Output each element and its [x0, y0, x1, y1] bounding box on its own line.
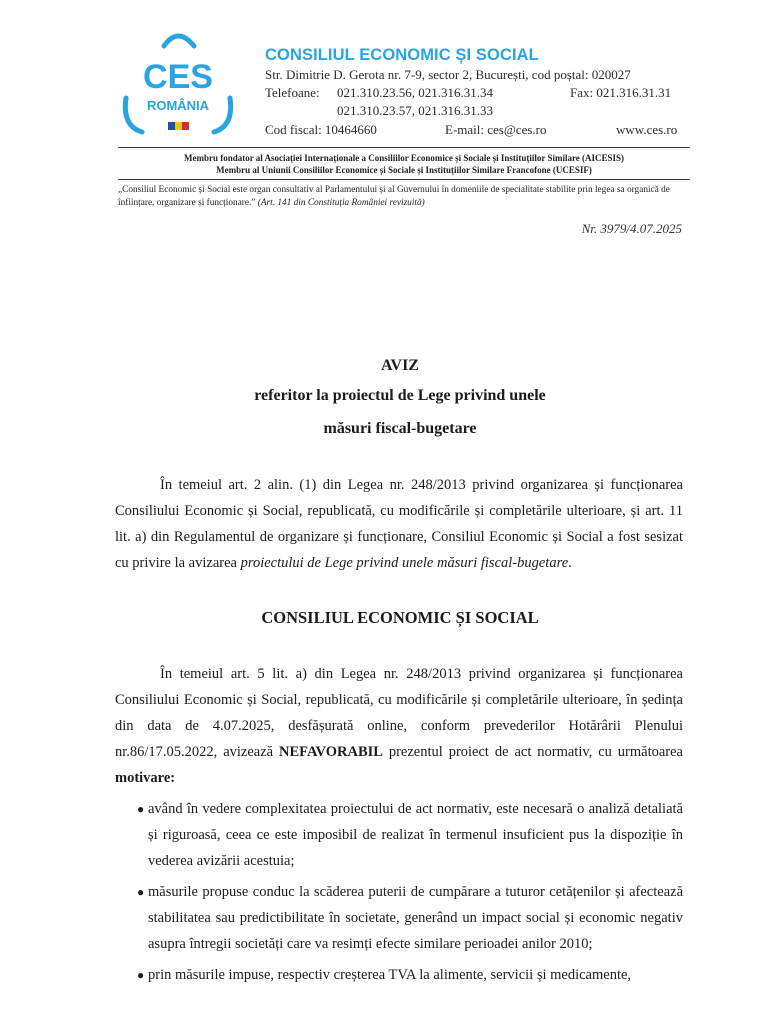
ces-romania-logo: [112, 24, 244, 142]
bullet-icon: ●: [137, 968, 145, 982]
decision-text-1: În temeiul art. 5 lit. a) din Legea nr. 248/2013 privind organizarea și funcționarea Consiliului Economic și Social, republicată, cu modificările și completările ulterioare, în ședința din data de 4.07.2025, desfășurată online, conform prevederilor Hotărârii Plenului nr.86/17.05.2022, avizează: [115, 666, 683, 760]
doc-subtitle-2: măsuri fiscal-bugetare: [323, 420, 477, 437]
list-item: [137, 879, 683, 957]
phones-line-2: 021.310.23.57, 021.316.31.33: [337, 103, 493, 118]
org-name: CONSILIUL ECONOMIC ȘI SOCIAL: [265, 46, 539, 64]
fax-number: Fax: 021.316.31.31: [570, 85, 672, 100]
list-item: [137, 962, 683, 988]
decision-paragraph: [115, 661, 683, 791]
bullet-text: prin măsurile impuse, respectiv creșterea TVA la alimente, servicii și medicamente,: [148, 967, 632, 983]
bullet-icon: ●: [137, 802, 145, 816]
membership-divider: [118, 179, 690, 180]
membership-line-2: Membru al Uniunii Consiliilor Economice și Sociale și Instituțiilor Similare Francofone (UCESIF): [216, 165, 592, 175]
intro-text: În temeiul art. 2 alin. (1) din Legea nr. 248/2013 privind organizarea și funcționarea Consiliului Economic și Social, republicată, cu modificările și completările ulterioare, și art. 11 lit. a) din Regulamentul de organizare și funcționare, Consiliul Economic și Social a fost sesizat cu privire la avizarea: [115, 477, 683, 571]
section-heading: CONSILIUL ECONOMIC ȘI SOCIAL: [261, 608, 539, 627]
decision-verdict: NEFAVORABIL: [279, 744, 383, 760]
intro-paragraph: [115, 472, 683, 576]
doc-title: AVIZ: [381, 357, 419, 374]
phones-label: Telefoane:: [265, 85, 320, 100]
quote-reference: (Art. 141 din Constituția României revizuită): [257, 198, 425, 208]
header-divider: [118, 147, 690, 148]
intro-italic: proiectului de Lege privind unele măsuri fiscal-bugetare: [240, 555, 569, 571]
constitution-quote: [118, 184, 690, 210]
bullet-text: având în vedere complexitatea proiectului de act normativ, este necesară o analiză detaliată și riguroasă, ceea ce este imposibil de realizat în termenul insuficient pus la dispoziție în vederea avizării acestuia;: [148, 801, 683, 869]
address: Str. Dimitrie D. Gerota nr. 7-9, sector 2, București, cod poștal: 020027: [265, 67, 631, 82]
reference-number: Nr. 3979/4.07.2025: [581, 221, 682, 236]
logo-text: CES: [143, 58, 213, 96]
intro-end: .: [568, 555, 572, 571]
decision-motivation-label: motivare:: [115, 770, 176, 786]
list-item: [137, 796, 683, 874]
website-link[interactable]: www.ces.ro: [616, 122, 678, 137]
quote-text: „Consiliul Economic și Social este organ consultativ al Parlamentului și al Guvernului în domeniile de specialitate stabilite prin legea sa organică de înființare, organizare și funcționare.”: [118, 185, 670, 208]
email-address[interactable]: E-mail: ces@ces.ro: [445, 122, 547, 137]
bullet-text: măsurile propuse conduc la scăderea puterii de cumpărare a tuturor cetățenilor și afectează stabilitatea sau predictibilitate în societate, generând un impact social și economic negativ asupra întregii societăți care va resimți efecte similare perioadei anilor 2010;: [148, 884, 683, 952]
motivation-list: [137, 796, 683, 993]
decision-text-2: prezentul proiect de act normativ, cu următoarea: [382, 744, 683, 760]
membership-line-1: Membru fondator al Asociației Internaționale a Consiliilor Economice și Sociale și Instituțiilor Similare (AICESIS): [183, 153, 625, 163]
doc-subtitle-1: referitor la proiectul de Lege privind unele: [254, 387, 546, 404]
phones-line-1: 021.310.23.56, 021.316.31.34: [337, 85, 493, 100]
fiscal-code: Cod fiscal: 10464660: [265, 122, 377, 137]
logo-subtext: ROMÂNIA: [146, 98, 210, 113]
bullet-icon: ●: [137, 885, 145, 899]
